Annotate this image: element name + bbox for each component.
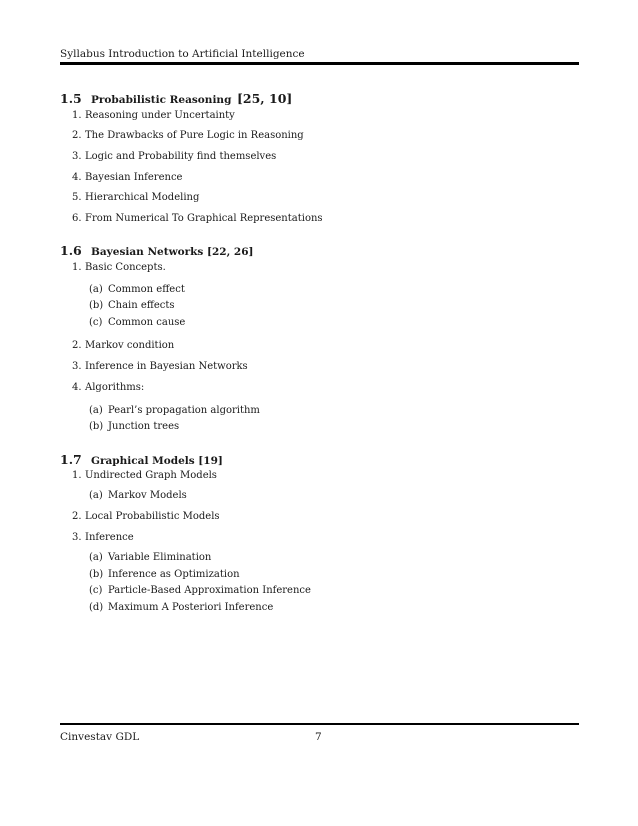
sub-list-item: (c) Particle-Based Approximation Inference bbox=[89, 585, 311, 596]
section-heading-1-6 bbox=[60, 240, 253, 259]
list-item: 2. Markov condition bbox=[72, 340, 175, 351]
sub-list-item: (a) Common effect bbox=[89, 284, 185, 295]
sub-list-item: (d) Maximum A Posteriori Inference bbox=[89, 602, 274, 613]
list-item: 6. From Numerical To Graphical Representations bbox=[72, 213, 323, 224]
running-header: Syllabus Introduction to Artificial Intelligence bbox=[60, 48, 305, 60]
header-rule bbox=[60, 62, 579, 65]
section-title: Probabilistic Reasoning bbox=[91, 94, 232, 106]
footer-institution: Cinvestav GDL bbox=[60, 731, 140, 743]
list-item: 4. Bayesian Inference bbox=[72, 172, 183, 183]
sub-list-item: (a) Markov Models bbox=[89, 490, 187, 501]
list-item: 2. Local Probabilistic Models bbox=[72, 511, 220, 522]
list-item: 3. Inference in Bayesian Networks bbox=[72, 361, 248, 372]
section-heading-1-7 bbox=[60, 449, 223, 468]
list-item: 4. Algorithms: bbox=[72, 382, 145, 393]
sub-list-item: (b) Inference as Optimization bbox=[89, 569, 240, 580]
list-item: 2. The Drawbacks of Pure Logic in Reasoning bbox=[72, 130, 304, 141]
section-number: 1.6 bbox=[60, 243, 82, 258]
section-citation: [25, 10] bbox=[237, 91, 293, 106]
sub-list-item: (b) Junction trees bbox=[89, 421, 180, 432]
sub-list-item: (b) Chain effects bbox=[89, 300, 175, 311]
section-number: 1.7 bbox=[60, 452, 82, 467]
list-item: 5. Hierarchical Modeling bbox=[72, 192, 200, 203]
section-title: Graphical Models [19] bbox=[91, 455, 223, 467]
section-title: Bayesian Networks [22, 26] bbox=[91, 246, 254, 258]
sub-list-item: (a) Variable Elimination bbox=[89, 552, 212, 563]
list-item: 3. Inference bbox=[72, 532, 134, 543]
sub-list-item: (c) Common cause bbox=[89, 317, 186, 328]
list-item: 1. Reasoning under Uncertainty bbox=[72, 110, 235, 121]
section-number: 1.5 bbox=[60, 91, 82, 106]
list-item: 1. Undirected Graph Models bbox=[72, 470, 217, 481]
list-item: 1. Basic Concepts. bbox=[72, 262, 166, 273]
section-heading-1-5 bbox=[60, 88, 292, 107]
list-item: 3. Logic and Probability find themselves bbox=[72, 151, 277, 162]
page-number: 7 bbox=[315, 731, 322, 743]
sub-list-item: (a) Pearl’s propagation algorithm bbox=[89, 405, 260, 416]
footer-rule bbox=[60, 723, 579, 725]
